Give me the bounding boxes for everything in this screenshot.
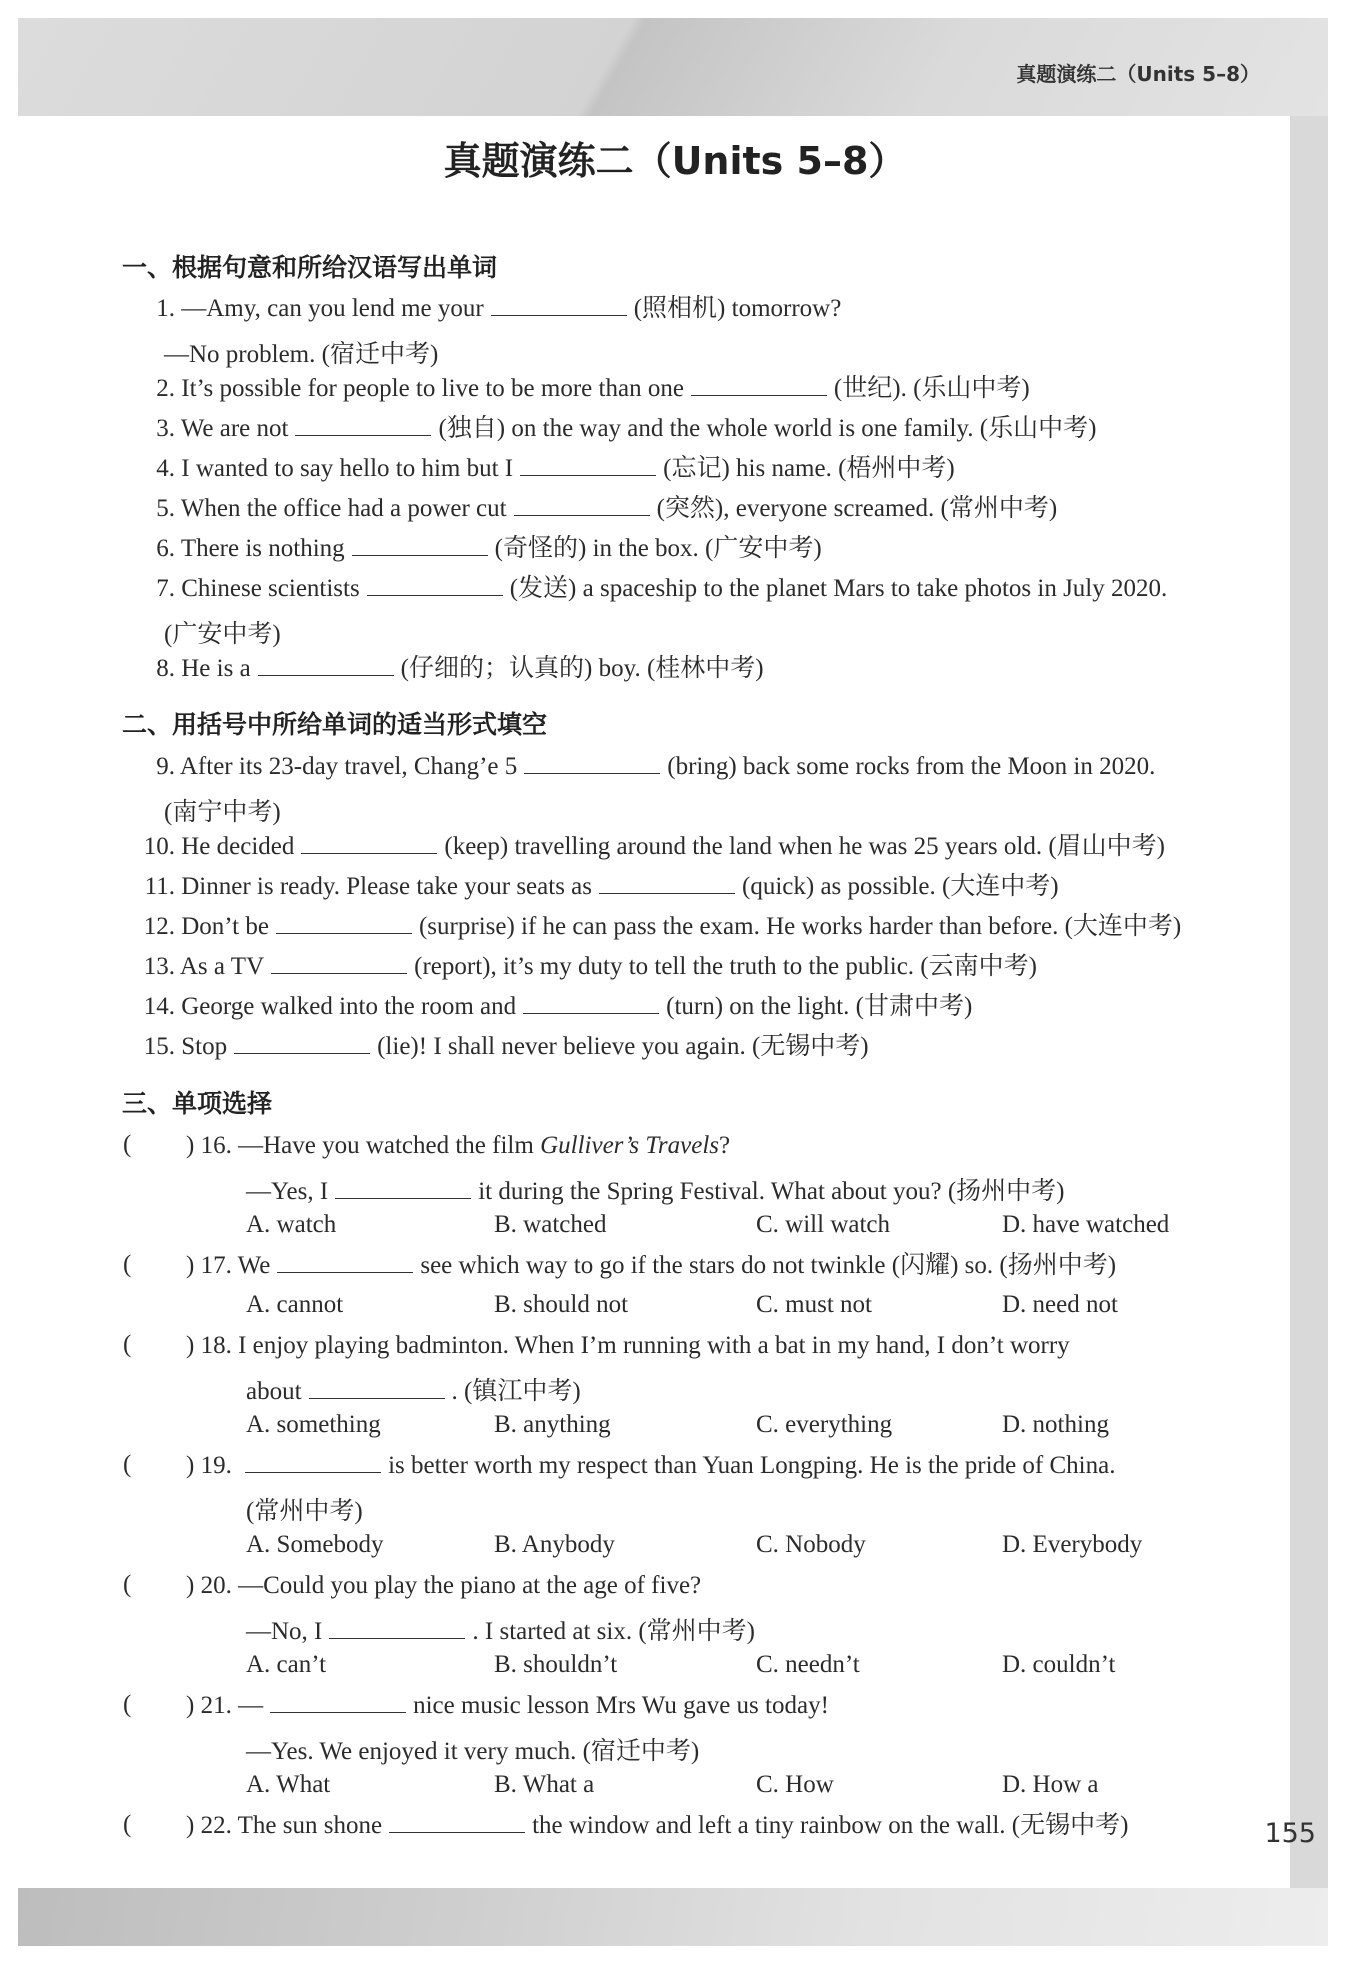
question-text: —Yes, I — [246, 1178, 329, 1205]
option-b[interactable]: B. Anybody — [494, 1531, 615, 1558]
option-b[interactable]: B. watched — [494, 1211, 607, 1238]
question-text: Don’t be — [181, 913, 269, 940]
option-a[interactable]: A. Somebody — [246, 1531, 384, 1558]
answer-blank[interactable] — [295, 415, 431, 436]
question-text: (turn) on the light. (甘肃中考) — [666, 993, 973, 1020]
answer-paren-left[interactable]: ( — [123, 1331, 132, 1358]
question-number: 12. — [143, 913, 175, 940]
question-text: —No, I — [246, 1618, 323, 1645]
answer-blank[interactable] — [301, 833, 437, 854]
question-text: —Amy, can you lend me your — [181, 295, 484, 322]
question-number: 7. — [156, 575, 175, 602]
question-text: We are not — [180, 415, 289, 442]
answer-blank[interactable] — [258, 655, 394, 676]
answer-blank[interactable] — [523, 993, 659, 1014]
question-text: (report), it’s my duty to tell the truth to the public. (云南中考) — [414, 953, 1037, 980]
question-number: 11. — [144, 873, 175, 900]
answer-blank[interactable] — [520, 455, 656, 476]
question-text: George walked into the room and — [181, 993, 517, 1020]
answer-blank[interactable] — [691, 375, 827, 396]
question-8 — [132, 654, 764, 684]
question-text: (bring) back some rocks from the Moon in 2020. — [667, 753, 1156, 780]
option-a[interactable]: A. can’t — [246, 1651, 327, 1678]
question-19-continuation: (常州中考) — [246, 1498, 363, 1525]
question-text: (突然), everyone screamed. (常州中考) — [656, 495, 1058, 522]
question-20 — [186, 1571, 701, 1601]
question-4 — [132, 454, 955, 484]
question-text: the window and left a tiny rainbow on the wall. (无锡中考) — [532, 1812, 1129, 1839]
option-d[interactable]: D. How a — [1002, 1771, 1099, 1798]
question-text: He decided — [181, 833, 295, 860]
option-d[interactable]: D. have watched — [1002, 1211, 1170, 1238]
question-text: see which way to go if the stars do not twinkle (闪耀) so. (扬州中考) — [420, 1252, 1117, 1279]
answer-paren-left[interactable]: ( — [123, 1811, 132, 1838]
answer-paren-right: ) — [186, 1252, 195, 1279]
option-d[interactable]: D. need not — [1002, 1291, 1118, 1318]
question-text: (忘记) his name. (梧州中考) — [663, 455, 955, 482]
answer-paren-right: ) — [186, 1692, 195, 1719]
question-12 — [132, 912, 1181, 942]
question-17 — [186, 1251, 1116, 1281]
answer-blank[interactable] — [514, 495, 650, 516]
option-c[interactable]: C. everything — [756, 1411, 893, 1438]
question-text: is better worth my respect than Yuan Longping. He is the pride of China. — [388, 1452, 1116, 1479]
option-b[interactable]: B. anything — [494, 1411, 611, 1438]
option-a[interactable]: A. cannot — [246, 1291, 344, 1318]
option-d[interactable]: D. nothing — [1002, 1411, 1109, 1438]
page-number: 155 — [1264, 1818, 1316, 1849]
option-c[interactable]: C. How — [756, 1771, 834, 1798]
question-text: — — [238, 1692, 264, 1719]
question-number: 19. — [200, 1452, 232, 1479]
answer-blank[interactable] — [271, 953, 407, 974]
running-header: 真题演练二（Units 5–8） — [1016, 62, 1260, 86]
answer-blank[interactable] — [335, 1178, 471, 1199]
answer-blank[interactable] — [389, 1812, 525, 1833]
answer-paren-left[interactable]: ( — [123, 1451, 132, 1478]
question-text: Stop — [181, 1033, 228, 1060]
question-number: 5. — [156, 495, 175, 522]
question-2 — [132, 374, 1030, 404]
question-text: (照相机) tomorrow? — [633, 295, 842, 322]
question-number: 9. — [156, 753, 175, 780]
question-text: After its 23-day travel, Chang’e 5 — [179, 753, 518, 780]
section-2-heading: 二、用括号中所给单词的适当形式填空 — [122, 710, 548, 739]
question-text: As a TV — [179, 953, 265, 980]
question-14 — [132, 992, 972, 1022]
question-20-line-2 — [246, 1611, 755, 1647]
question-text: (仔细的；认真的) boy. (桂林中考) — [400, 655, 764, 682]
question-number: 21. — [200, 1692, 232, 1719]
question-text: (lie)! I shall never believe you again. (无锡中考) — [377, 1033, 869, 1060]
answer-blank[interactable] — [599, 873, 735, 894]
question-16 — [186, 1131, 730, 1161]
question-15 — [132, 1032, 869, 1062]
question-5 — [132, 494, 1057, 524]
option-c[interactable]: C. needn’t — [756, 1651, 860, 1678]
answer-paren-left[interactable]: ( — [123, 1251, 132, 1278]
question-21 — [186, 1691, 829, 1721]
option-a[interactable]: A. something — [246, 1411, 381, 1438]
option-c[interactable]: C. will watch — [756, 1211, 891, 1238]
answer-paren-right: ) — [186, 1812, 195, 1839]
answer-blank[interactable] — [277, 1252, 413, 1273]
question-text: (独自) on the way and the whole world is one family. (乐山中考) — [438, 415, 1097, 442]
question-3 — [132, 414, 1096, 444]
answer-paren-left[interactable]: ( — [123, 1691, 132, 1718]
answer-blank[interactable] — [524, 753, 660, 774]
question-1 — [132, 294, 841, 324]
question-text: Dinner is ready. Please take your seats as — [181, 873, 592, 900]
question-13 — [132, 952, 1037, 982]
option-c[interactable]: C. Nobody — [756, 1531, 866, 1558]
question-text: (keep) travelling around the land when he was 25 years old. (眉山中考) — [444, 833, 1166, 860]
question-text: When the office had a power cut — [180, 495, 507, 522]
film-title: Gulliver’s Travels — [540, 1132, 720, 1159]
question-number: 15. — [143, 1033, 175, 1060]
question-text: (quick) as possible. (大连中考) — [742, 873, 1059, 900]
question-16-line-2 — [246, 1171, 1064, 1207]
question-text: —Could you play the piano at the age of five? — [238, 1572, 702, 1599]
answer-blank[interactable] — [245, 1452, 381, 1473]
question-text: . (镇江中考) — [451, 1378, 581, 1405]
question-number: 17. — [200, 1252, 232, 1279]
answer-blank[interactable] — [491, 295, 627, 316]
question-text: (奇怪的) in the box. (广安中考) — [494, 535, 822, 562]
question-11 — [132, 872, 1059, 902]
question-text: (世纪). (乐山中考) — [833, 375, 1030, 402]
answer-blank[interactable] — [276, 913, 412, 934]
option-d[interactable]: D. couldn’t — [1002, 1651, 1116, 1678]
answer-blank[interactable] — [329, 1618, 465, 1639]
question-number: 3. — [156, 415, 175, 442]
question-number: 14. — [143, 993, 175, 1020]
question-text: The sun shone — [237, 1812, 383, 1839]
option-b[interactable]: B. What a — [494, 1771, 595, 1798]
question-22 — [186, 1811, 1128, 1841]
question-text: Chinese scientists — [181, 575, 360, 602]
question-number: 22. — [200, 1812, 232, 1839]
answer-paren-right: ) — [186, 1132, 195, 1159]
option-a[interactable]: A. What — [246, 1771, 331, 1798]
answer-paren-right: ) — [186, 1452, 195, 1479]
question-text: (发送) a spaceship to the planet Mars to take photos in July 2020. — [509, 575, 1168, 602]
answer-blank[interactable] — [352, 535, 488, 556]
question-7-continuation: (广安中考) — [164, 621, 281, 648]
page-title: 真题演练二（Units 5–8） — [443, 139, 907, 183]
option-b[interactable]: B. shouldn’t — [494, 1651, 618, 1678]
question-7 — [132, 574, 1167, 604]
question-number: 16. — [200, 1132, 232, 1159]
question-text: about — [246, 1378, 302, 1405]
question-21-line-2: —Yes. We enjoyed it very much. (宿迁中考) — [246, 1738, 700, 1765]
question-text: He is a — [181, 655, 251, 682]
question-19 — [186, 1451, 1115, 1481]
question-9 — [132, 752, 1155, 782]
question-number: 4. — [156, 455, 175, 482]
answer-paren-right: ) — [186, 1572, 195, 1599]
question-text: We — [237, 1252, 271, 1279]
bottom-decor-band — [18, 1888, 1328, 1946]
question-18-line-2 — [246, 1371, 581, 1407]
section-1-heading: 一、根据句意和所给汉语写出单词 — [122, 253, 498, 282]
question-text: —Have you watched the film — [238, 1132, 541, 1159]
question-number: 10. — [143, 833, 175, 860]
question-10 — [132, 832, 1165, 862]
answer-blank[interactable] — [309, 1378, 445, 1399]
answer-blank[interactable] — [367, 575, 503, 596]
option-a[interactable]: A. watch — [246, 1211, 337, 1238]
answer-paren-right: ) — [186, 1332, 195, 1359]
answer-paren-left[interactable]: ( — [123, 1131, 132, 1158]
question-text: I wanted to say hello to him but I — [181, 455, 514, 482]
question-number: 6. — [156, 535, 175, 562]
question-18 — [186, 1331, 1070, 1361]
question-text: nice music lesson Mrs Wu gave us today! — [413, 1692, 829, 1719]
answer-paren-left[interactable]: ( — [123, 1571, 132, 1598]
question-1-continuation: —No problem. (宿迁中考) — [164, 341, 439, 368]
question-text: . I started at six. (常州中考) — [472, 1618, 755, 1645]
option-c[interactable]: C. must not — [756, 1291, 872, 1318]
section-3-heading: 三、单项选择 — [122, 1089, 273, 1118]
option-b[interactable]: B. should not — [494, 1291, 629, 1318]
question-number: 1. — [156, 295, 175, 322]
question-number: 2. — [156, 375, 175, 402]
question-6 — [132, 534, 822, 564]
question-number: 20. — [200, 1572, 232, 1599]
question-number: 8. — [156, 655, 175, 682]
question-text: (surprise) if he can pass the exam. He works harder than before. (大连中考) — [418, 913, 1182, 940]
question-number: 13. — [143, 953, 175, 980]
question-text: it during the Spring Festival. What about you? (扬州中考) — [478, 1178, 1065, 1205]
question-number: 18. — [200, 1332, 232, 1359]
question-text: It’s possible for people to live to be more than one — [181, 375, 684, 402]
option-d[interactable]: D. Everybody — [1002, 1531, 1143, 1558]
answer-blank[interactable] — [270, 1692, 406, 1713]
question-text: I enjoy playing badminton. When I’m running with a bat in my hand, I don’t worry — [238, 1332, 1070, 1359]
question-9-continuation: (南宁中考) — [164, 799, 281, 826]
answer-blank[interactable] — [234, 1033, 370, 1054]
question-text: There is nothing — [180, 535, 345, 562]
question-text: ? — [719, 1132, 731, 1159]
